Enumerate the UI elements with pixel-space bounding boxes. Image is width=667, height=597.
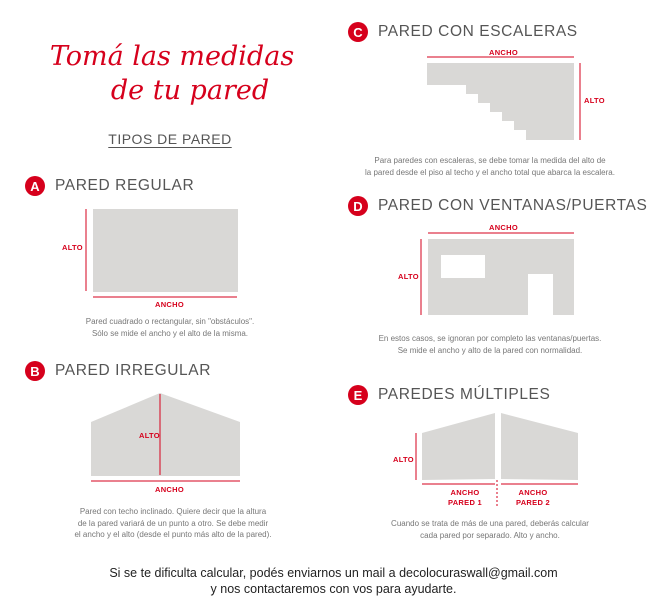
section-d-alto-label: ALTO <box>398 272 419 281</box>
section-a-title: PARED REGULAR <box>55 177 195 194</box>
main-title-line2: de tu pared <box>110 75 270 106</box>
wall-1-shape <box>422 413 495 480</box>
section-d-title: PARED CON VENTANAS/PUERTAS <box>378 197 648 214</box>
section-e-title: PAREDES MÚLTIPLES <box>378 386 551 403</box>
section-b-title: PARED IRREGULAR <box>55 362 211 379</box>
main-title-line1: Tomá las medidas <box>49 41 295 72</box>
section-b-alto-label: ALTO <box>139 431 160 440</box>
section-a-ancho-label: ANCHO <box>155 300 184 309</box>
section-d-description: En estos casos, se ignoran por completo las ventanas/puertas. Se mide el ancho y alto de la pared con normalidad. <box>378 334 602 355</box>
section-a-description: Pared cuadrado o rectangular, sin "obstáculos". Sólo se mide el ancho y el alto de la misma. <box>85 317 255 338</box>
section-c-badge: C <box>348 22 368 42</box>
section-e-ancho1-label: ANCHO PARED 1 <box>447 488 483 507</box>
section-b-ancho-label: ANCHO <box>155 485 184 494</box>
section-c-title: PARED CON ESCALERAS <box>378 23 578 40</box>
section-b-badge: B <box>25 361 45 381</box>
section-e-description: Cuando se trata de más de una pared, deberás calcular cada pared por separado. Alto y ancho. <box>391 519 589 540</box>
footer-contact: Si se te dificulta calcular, podés enviarnos un mail a decolocuraswall@gmail.com y nos contactaremos con vos para ayudarte. <box>109 566 558 596</box>
section-d-ancho-label: ANCHO <box>489 223 518 232</box>
section-c-alto-label: ALTO <box>584 96 605 105</box>
section-a-alto-label: ALTO <box>62 243 83 252</box>
section-c-description: Para paredes con escaleras, se debe tomar la medida del alto de la pared desde el piso al techo y el ancho total que abarca la escalera. <box>365 156 615 177</box>
section-b-description: Pared con techo inclinado. Quiere decir que la altura de la pared variará de un punto a otro. Se debe medir el ancho y el alto (desde el punto más alto de la pared). <box>74 507 272 539</box>
wall-2-shape <box>501 413 578 480</box>
section-a-badge: A <box>25 176 45 196</box>
section-c-ancho-label: ANCHO <box>489 48 518 57</box>
section-e-alto-label: ALTO <box>393 455 414 464</box>
section-e-badge: E <box>348 385 368 405</box>
subtitle: TIPOS DE PARED <box>108 131 232 147</box>
section-e-ancho2-label: ANCHO PARED 2 <box>515 488 551 507</box>
section-d-badge: D <box>348 196 368 216</box>
